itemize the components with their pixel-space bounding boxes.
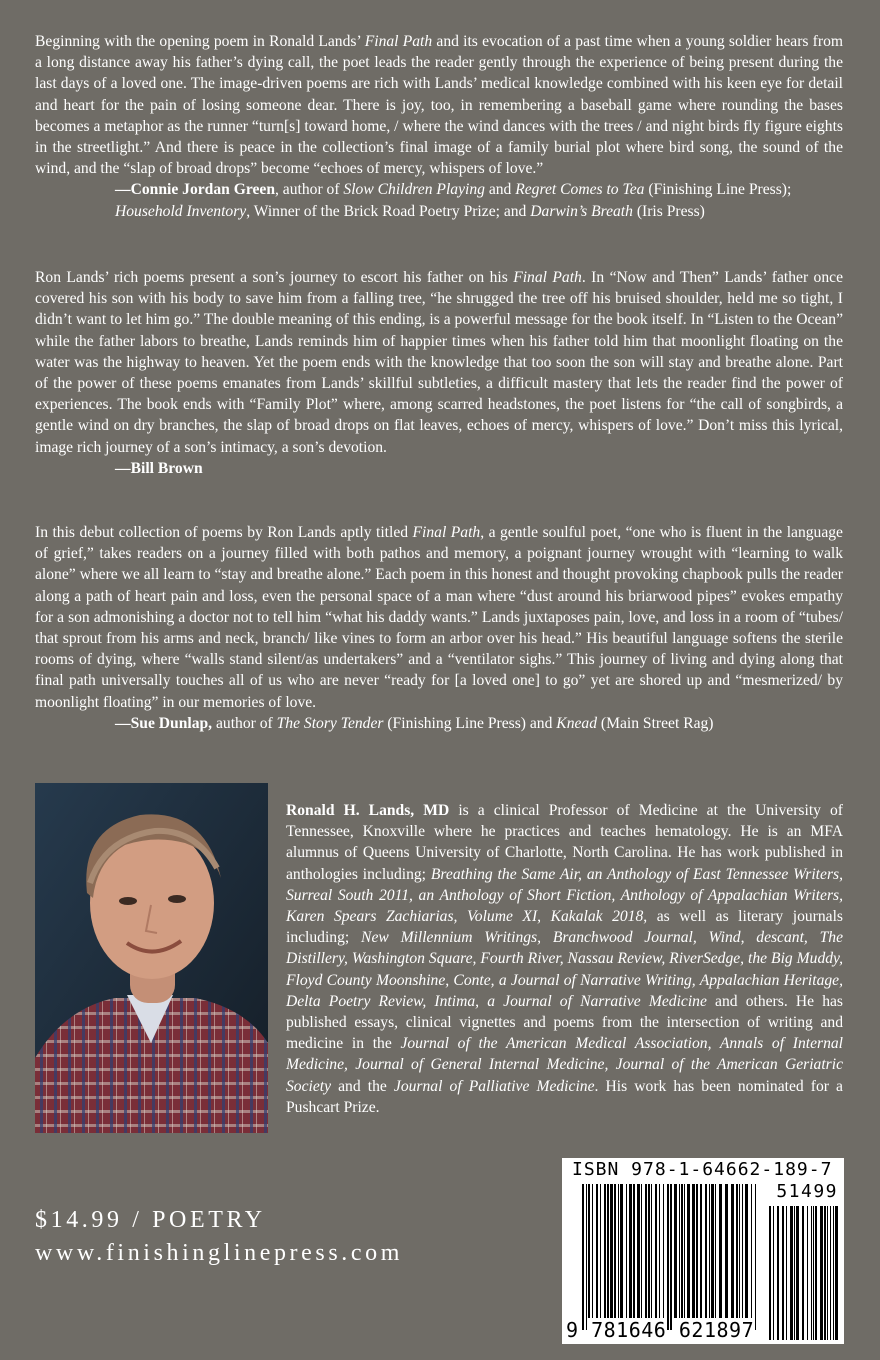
barcode-bar xyxy=(586,1184,587,1330)
barcode-bar xyxy=(592,1184,593,1318)
author-portrait-image xyxy=(35,783,268,1133)
italic-text: Regret Comes to Tea xyxy=(515,181,645,199)
barcode-bar xyxy=(604,1184,606,1318)
author-photo xyxy=(35,783,268,1133)
barcode-bar xyxy=(588,1184,590,1318)
barcode-bar xyxy=(705,1184,707,1318)
text-run: Ron Lands’ rich poems present a son’s journey to escort his father on his xyxy=(35,269,514,286)
barcode-bar xyxy=(815,1206,817,1340)
italic-text: Final Path xyxy=(364,33,433,50)
text-run: (Main Street Rag) xyxy=(597,714,714,732)
barcode-bar xyxy=(618,1184,619,1318)
barcode-bar xyxy=(679,1184,680,1318)
bold-text: —Sue Dunlap, xyxy=(115,714,213,732)
barcode-bar xyxy=(711,1184,714,1318)
text-run: , Winner of the Brick Road Poetry Prize; and xyxy=(246,202,531,220)
barcode-bar xyxy=(807,1206,808,1340)
barcode-bar xyxy=(811,1206,812,1340)
italic-text: Knead xyxy=(556,714,598,732)
barcode-bar xyxy=(777,1206,779,1340)
text-run: author of xyxy=(212,714,277,732)
barcode-bar xyxy=(633,1184,635,1318)
barcode-bar xyxy=(670,1184,672,1330)
barcode-bar xyxy=(773,1206,774,1340)
barcode-bar xyxy=(674,1184,677,1318)
barcode-bar xyxy=(607,1184,609,1318)
barcode-bar xyxy=(782,1206,784,1340)
barcode-bar xyxy=(755,1184,756,1330)
barcode-bar xyxy=(736,1184,738,1318)
isbn-number: ISBN 978-1-64662-189-7 xyxy=(572,1159,833,1180)
barcode-bar xyxy=(645,1184,647,1318)
blurb-attribution xyxy=(115,458,843,479)
blurb-text xyxy=(35,522,843,713)
blurb-attribution xyxy=(115,179,843,221)
barcode-bar xyxy=(651,1184,652,1318)
barcode-bar xyxy=(659,1184,660,1318)
blurb-text xyxy=(35,267,843,458)
barcode-bar xyxy=(742,1184,743,1318)
barcode-bar xyxy=(582,1184,584,1330)
barcode-bar xyxy=(725,1184,728,1318)
barcode-bar xyxy=(745,1184,748,1318)
barcode-bar xyxy=(637,1184,640,1318)
text-run: (Finishing Line Press) and xyxy=(383,714,557,732)
italic-text: Final Path xyxy=(513,269,582,286)
author-bio xyxy=(286,800,843,1118)
bold-text: Ronald H. Lands, MD xyxy=(286,802,450,819)
barcode-bar xyxy=(629,1184,632,1318)
text-run: and xyxy=(484,181,516,199)
blurb-attribution xyxy=(115,713,843,734)
text-run: and the xyxy=(331,1077,394,1095)
barcode-bar xyxy=(719,1184,722,1318)
bold-text: —Connie Jordan Green xyxy=(115,181,275,199)
barcode-digits: 9 781646 621897 xyxy=(566,1318,755,1342)
barcode-bar xyxy=(610,1184,613,1318)
barcode-bar xyxy=(663,1184,664,1318)
barcode-bar xyxy=(833,1206,834,1340)
barcode-bar xyxy=(648,1184,650,1318)
barcode-price-code: 51499 xyxy=(776,1181,838,1202)
italic-text: Household Inventory xyxy=(115,202,247,220)
publisher-url: www.finishinglinepress.com xyxy=(35,1240,404,1266)
barcode-bars xyxy=(562,1158,844,1344)
barcode-bar xyxy=(696,1184,698,1318)
price-category: $14.99 / POETRY xyxy=(35,1207,266,1233)
barcode-bar xyxy=(655,1184,657,1318)
barcode-bar xyxy=(835,1206,838,1340)
barcode-bar xyxy=(786,1206,787,1340)
barcode-bar xyxy=(600,1184,601,1318)
isbn-barcode xyxy=(562,1158,844,1344)
text-run: . In “Now and Then” Lands’ father once covered his son with his body to save him from a falling tree, “he shrugged the tree off his bruised shoulder, held me so tight, I didn’t want to let him go.” The double meaning of this ending, is a powerful message for the book itself. In “Listen to the Ocean” while the father labors to breathe, Lands reminds him of happier times when his father told him that moonlight floating on the water was the highway to heaven. Yet the poem ends with the knowledge that too soon the son will stay and breathe alone. Part of the power of these poems emanates from Lands’ skillful subtleties, a difficult mastery that lets the reader find the power of experiences. The book ends with “Family Plot” where, among scarred headstones, the poet listens for “the call of songbirds, a gentle wind on dry branches, the slap of broad drops on flat leaves, echoes of mercy, whispers of love.” Don’t miss this lyrical, image rich journey of a son’s intimacy, a son’s devotion. xyxy=(35,269,843,456)
barcode-bar xyxy=(824,1206,826,1340)
barcode-bar xyxy=(769,1206,771,1340)
barcode-bar xyxy=(700,1184,702,1318)
barcode-bar xyxy=(802,1206,804,1340)
barcode-bar xyxy=(667,1184,669,1330)
barcode-bar xyxy=(794,1206,795,1340)
text-run: , as well as literary journals including; xyxy=(286,908,843,947)
blurb-bill-brown xyxy=(35,267,843,479)
barcode-bar xyxy=(709,1184,710,1318)
italic-text: Journal of the American Medical Association, Annals of Internal Medicine, Journal of General Internal Medicine, Journal of the American Geriatric Society xyxy=(286,1035,843,1095)
italic-text: Slow Children Playing xyxy=(343,181,485,199)
italic-text: The Story Tender xyxy=(276,714,384,732)
barcode-bar xyxy=(739,1184,740,1318)
text-run: (Iris Press) xyxy=(632,202,705,220)
text-run: Beginning with the opening poem in Ronald Lands’ xyxy=(35,33,365,50)
text-run: In this debut collection of poems by Ron Lands aptly titled xyxy=(35,524,413,541)
barcode-bar xyxy=(687,1184,690,1318)
blurb-text xyxy=(35,31,843,179)
italic-text: Journal of Palliative Medicine xyxy=(393,1077,595,1095)
barcode-bar xyxy=(614,1184,616,1318)
barcode-bar xyxy=(796,1206,799,1340)
barcode-bar xyxy=(626,1184,627,1318)
barcode-bar xyxy=(820,1206,823,1340)
text-run: is a clinical Professor of Medicine at the University of Tennessee, Knoxville where he practices and teaches hematology. He is an MFA alumnus of Queens University of Charlotte, North Carolina. He has work published in anthologies including; xyxy=(286,802,843,883)
barcode-bar xyxy=(830,1206,831,1340)
blurb-connie-jordan-green xyxy=(35,31,843,222)
text-run: and others. He has published essays, clinical vignettes and poems from the intersection of writing and medicine in the xyxy=(286,992,843,1053)
italic-text: Darwin’s Breath xyxy=(530,202,633,220)
barcode-bar xyxy=(751,1184,752,1318)
barcode-bar xyxy=(684,1184,685,1318)
barcode-bar xyxy=(715,1184,716,1318)
italic-text: Breathing the Same Air, an Anthology of East Tennessee Writers, Surreal South 2011, an Anthology of Short Fiction, Anthology of Appalachian Writers, Karen Spears Zachiarias, Volume XI, Kakalak 2018 xyxy=(286,865,843,926)
barcode-bar xyxy=(731,1184,734,1318)
text-run: (Finishing Line Press); xyxy=(644,181,792,199)
text-run: , author of xyxy=(275,181,344,199)
barcode-bar xyxy=(790,1206,793,1340)
barcode-bar xyxy=(681,1184,683,1318)
barcode-bar xyxy=(692,1184,695,1318)
italic-text: New Millennium Writings, Branchwood Journal, Wind, descant, The Distillery, Washington Square, Fourth River, Nassau Review, RiverSedge, the Big Muddy, Floyd County Moonshine, Conte, a Journal of Narrative Writing, Appalachian Heritage, Delta Poetry Review, Intima, a Journal of Narrative Medicine xyxy=(286,929,843,1010)
blurb-sue-dunlap xyxy=(35,522,843,734)
barcode-bar xyxy=(827,1206,828,1340)
text-run: , a gentle soulful poet, “one who is fluent in the language of grief,” takes readers on a journey filled with both pathos and memory, a poignant journey wrought with “learning to walk alone” where we all learn to “stay and breathe alone.” Each poem in this honest and thought provoking chapbook pulls the reader along a path of heart pain and loss, even the personal space of a man where “dust around his briarwood pipes” evokes empathy for a son admonishing a doctor not to tell him “what his daddy wants.” Lands juxtaposes pain, love, and loss in a room of “tubes/ that sprout from his arms and neck, branch/ like vines to form an arbor over his head.” His beautiful language softens the sterile rooms of dying, where “walls stand silent/as undertakers” and a “ventilator sighs.” This journey of living and dying along that final path universally touches all of us who are never “ready for [a loved one] to go” yet are shored up and “mesmerized/ by moonlight floating” in our memories of love. xyxy=(35,524,843,711)
barcode-bar xyxy=(641,1184,642,1318)
text-run: and its evocation of a past time when a young soldier hears from a long distance away his father’s dying call, the poet leads the reader gently through the experience of being present during the last days of a loved one. The image-driven poems are rich with Lands’ medical knowledge combined with his keen eye for detail and heart for the pain of losing someone dear. There is joy, too, in remembering a baseball game where rounding the bases becomes a metaphor as the runner “turn[s] toward home, / where the wind dances with the trees / and night birds fly figure eights in the streetlight.” And there is peace in the collection’s final image of a family burial plot where bird song, the sound of the wind, and the “slap of broad drops” become “echoes of mercy, whispers of love.” xyxy=(35,33,843,178)
bold-text: —Bill Brown xyxy=(115,459,203,477)
barcode-bar xyxy=(813,1206,814,1340)
barcode-bar xyxy=(596,1184,598,1318)
barcode-bar xyxy=(620,1184,623,1318)
italic-text: Final Path xyxy=(412,524,481,541)
text-run: . His work has been nominated for a Pushcart Prize. xyxy=(286,1077,843,1116)
